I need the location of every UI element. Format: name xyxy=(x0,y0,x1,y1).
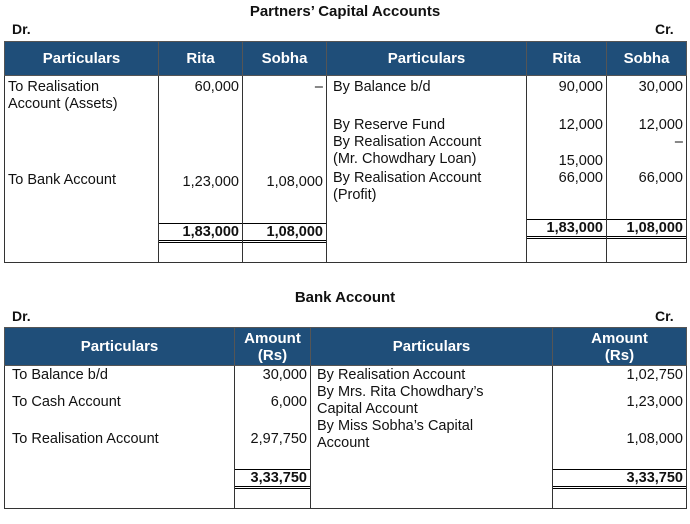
capital-account-table xyxy=(4,41,687,263)
bank-debit-particulars xyxy=(5,366,235,509)
debit-realisation-rita: 60,000 xyxy=(194,79,239,95)
capital-debit-sobha xyxy=(243,76,327,263)
capital-account-title: Partners’ Capital Accounts xyxy=(249,3,441,20)
debit-bank-sobha: 1,08,000 xyxy=(266,174,323,190)
capital-debit-rita xyxy=(159,76,243,263)
capital-header-sobha-cr: Sobha xyxy=(607,42,687,76)
capital-dr-label: Dr. xyxy=(12,21,31,37)
bank-credit-rita-label-2: Capital Account xyxy=(317,401,418,417)
credit-loan-sobha: – xyxy=(674,134,683,150)
bank-account-table xyxy=(4,327,687,509)
debit-realisation-label-2: Account (Assets) xyxy=(8,96,118,112)
credit-reserve-label: By Reserve Fund xyxy=(333,117,446,133)
capital-header-particulars-cr: Particulars xyxy=(327,42,527,76)
capital-header-rita-dr: Rita xyxy=(159,42,243,76)
bank-header-amount-dr: Amount (Rs) xyxy=(235,328,311,366)
bank-credit-sobha-label-2: Account xyxy=(317,435,370,451)
credit-balance-sobha: 30,000 xyxy=(638,79,683,95)
capital-credit-rita xyxy=(527,76,607,263)
capital-header-sobha-dr: Sobha xyxy=(243,42,327,76)
bank-debit-total: 3,33,750 xyxy=(235,469,310,489)
credit-balance-label: By Balance b/d xyxy=(333,79,431,95)
bank-credit-sobha-label: By Miss Sobha’s Capital xyxy=(317,418,474,434)
credit-profit-rita: 66,000 xyxy=(558,170,603,186)
bank-debit-balance-amt: 30,000 xyxy=(262,367,307,383)
capital-credit-total-rita: 1,83,000 xyxy=(527,219,606,239)
capital-credit-particulars xyxy=(327,76,527,263)
bank-credit-realisation-label: By Realisation Account xyxy=(317,367,466,383)
table-row xyxy=(5,366,687,509)
capital-header-rita-cr: Rita xyxy=(527,42,607,76)
bank-debit-cash-amt: 6,000 xyxy=(270,394,307,410)
capital-credit-sobha xyxy=(607,76,687,263)
bank-debit-amount xyxy=(235,366,311,509)
credit-reserve-rita: 12,000 xyxy=(558,117,603,133)
capital-debit-particulars xyxy=(5,76,159,263)
capital-debit-total-rita: 1,83,000 xyxy=(159,223,242,243)
bank-debit-cash-label: To Cash Account xyxy=(12,394,121,410)
credit-balance-rita: 90,000 xyxy=(558,79,603,95)
bank-credit-total: 3,33,750 xyxy=(553,469,686,489)
bank-header-amount-cr: Amount (Rs) xyxy=(553,328,687,366)
capital-header-particulars-dr: Particulars xyxy=(5,42,159,76)
debit-bank-label: To Bank Account xyxy=(8,172,117,188)
bank-debit-realisation-label: To Realisation Account xyxy=(12,431,159,447)
bank-account-title: Bank Account xyxy=(294,289,396,306)
capital-credit-total-sobha: 1,08,000 xyxy=(607,219,686,239)
bank-debit-balance-label: To Balance b/d xyxy=(12,367,108,383)
bank-header-particulars-dr: Particulars xyxy=(5,328,235,366)
debit-realisation-sobha: – xyxy=(314,79,323,95)
bank-dr-label: Dr. xyxy=(12,308,31,324)
bank-debit-realisation-amt: 2,97,750 xyxy=(250,431,307,447)
bank-credit-rita-label: By Mrs. Rita Chowdhary’s xyxy=(317,384,484,400)
credit-profit-label-2: (Profit) xyxy=(333,187,377,203)
bank-credit-particulars xyxy=(311,366,553,509)
capital-debit-total-sobha: 1,08,000 xyxy=(243,223,326,243)
table-row xyxy=(5,76,687,263)
bank-header-row xyxy=(5,328,687,366)
bank-header-particulars-cr: Particulars xyxy=(311,328,553,366)
bank-credit-realisation-amt: 1,02,750 xyxy=(626,367,683,383)
capital-header-row xyxy=(5,42,687,76)
bank-cr-label: Cr. xyxy=(655,308,674,324)
credit-loan-rita: 15,000 xyxy=(558,153,603,169)
debit-realisation-label: To Realisation xyxy=(8,79,100,95)
capital-cr-label: Cr. xyxy=(655,21,674,37)
credit-profit-sobha: 66,000 xyxy=(638,170,683,186)
credit-reserve-sobha: 12,000 xyxy=(638,117,683,133)
credit-profit-label: By Realisation Account xyxy=(333,170,482,186)
credit-loan-label: By Realisation Account xyxy=(333,134,482,150)
credit-loan-label-2: (Mr. Chowdhary Loan) xyxy=(333,151,477,167)
debit-bank-rita: 1,23,000 xyxy=(182,174,239,190)
bank-credit-amount xyxy=(553,366,687,509)
bank-credit-sobha-amt: 1,08,000 xyxy=(626,431,683,447)
bank-credit-rita-amt: 1,23,000 xyxy=(626,394,683,410)
